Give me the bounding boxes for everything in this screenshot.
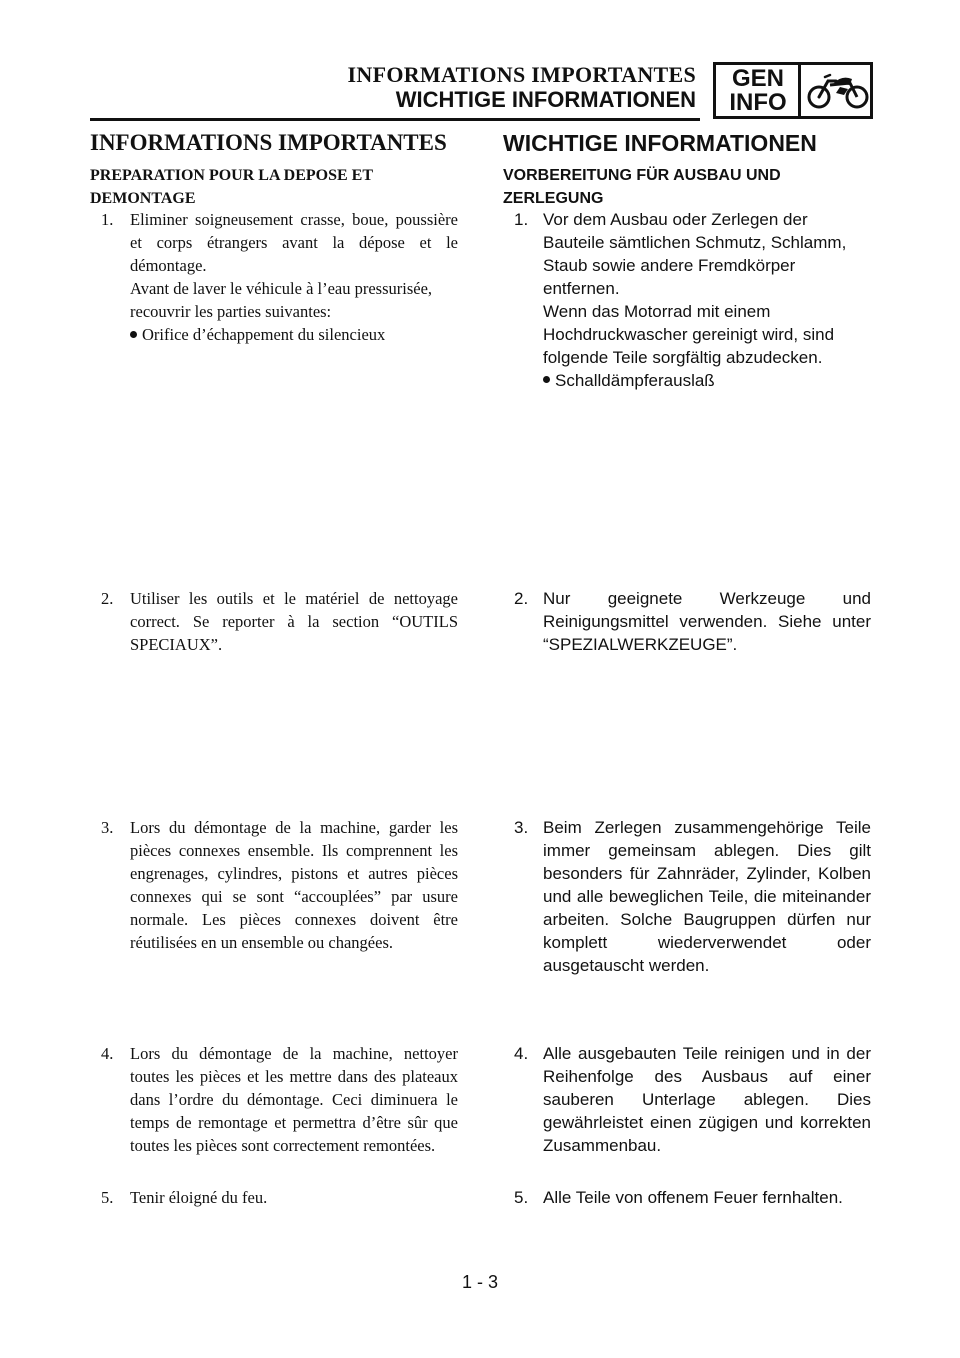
- list-item-de-4: [503, 1042, 871, 1157]
- motorcycle-icon: [806, 71, 870, 111]
- item-text: Utiliser les outils et le matériel de nettoyage correct. Se reporter à la section “OUTILS SPECIAUX”.: [130, 589, 458, 654]
- bullet-text: Orifice d’échappement du silencieux: [142, 325, 386, 344]
- list-item-de-2: [503, 587, 871, 656]
- item-number: 4.: [514, 1044, 529, 1063]
- list-item-de-5: [503, 1186, 871, 1209]
- header-rule: [90, 118, 700, 121]
- item-text: Nur geeignete Werkzeuge und Reinigungsmittel verwenden. Siehe unter “SPEZIALWERKZEUGE”.: [543, 589, 871, 654]
- bullet-dot-icon: [543, 376, 550, 383]
- gen-info-badge: [713, 62, 873, 119]
- item-text: Lors du démontage de la machine, nettoyer toutes les pièces et les mettre dans des plateaux dans l’ordre du démontage. Ceci diminuera le temps de remontage et permettra d’être sûr que toutes les pièces sont correctement remontées.: [130, 1044, 458, 1155]
- item-text: Beim Zerlegen zusammengehörige Teile immer gemeinsam ablegen. Dies gilt besonders für Zahnräder, Zylinder, Kolben und alle beweglichen Teile, die miteinander arbeiten. Solche Baugruppen dürfen nur komplett wiederverwendet oder ausgetauscht werden.: [543, 818, 871, 975]
- section-subtitle-fr: PREPARATION POUR LA DEPOSE ET DEMONTAGE: [90, 167, 373, 207]
- item-number: 3.: [514, 818, 529, 837]
- item-number: 1.: [101, 210, 114, 229]
- section-title-de: WICHTIGE INFORMATIONEN: [503, 130, 817, 156]
- list-item-fr-3: [90, 816, 458, 954]
- badge-info-label: INFO: [729, 89, 787, 116]
- item-text: Alle Teile von offenem Feuer fernhalten.: [543, 1188, 843, 1207]
- list-item-fr-4: [90, 1042, 458, 1157]
- item-text: Avant de laver le véhicule à l’eau pressurisée, recouvrir les parties suivantes:: [130, 279, 433, 321]
- item-number: 4.: [101, 1044, 114, 1063]
- item-text: Tenir éloigné du feu.: [130, 1188, 268, 1207]
- item-text: Eliminer soigneusement crasse, boue, poussière et corps étrangers avant la dépose et le démontage.: [130, 210, 458, 275]
- section-subtitle-de: VORBEREITUNG FÜR AUSBAU UND ZERLEGUNG: [503, 167, 781, 207]
- list-item-fr-1: [90, 208, 458, 346]
- item-number: 5.: [514, 1188, 529, 1207]
- badge-gen-label: GEN: [731, 65, 784, 92]
- bullet-dot-icon: [130, 331, 137, 338]
- item-number: 5.: [101, 1188, 114, 1207]
- list-item-fr-5: [90, 1186, 458, 1209]
- item-text: Alle ausgebauten Teile reinigen und in der Reihenfolge des Ausbaus auf einer sauberen Unterlage ablegen. Dies gewährleistet einen zügigen und korrekten Zusammenbau.: [543, 1044, 871, 1155]
- header-title-de: WICHTIGE INFORMATIONEN: [395, 87, 696, 112]
- item-number: 2.: [514, 589, 529, 608]
- item-number: 2.: [101, 589, 114, 608]
- item-text: Lors du démontage de la machine, garder les pièces connexes ensemble. Ils comprennent les engrenages, cylindres, pistons et autres pièces connexes qui se sont “accouplées” par usure normale. Les pièces connexes doivent être réutilisées en un ensemble ou changées.: [130, 818, 458, 952]
- list-item-de-1: [503, 208, 871, 392]
- section-title-fr: INFORMATIONS IMPORTANTES: [90, 130, 447, 155]
- french-column: [90, 128, 458, 1207]
- bullet-item: [543, 369, 871, 392]
- item-number: 1.: [514, 210, 529, 229]
- page-number: 1 - 3: [461, 1272, 499, 1292]
- item-number: 3.: [101, 818, 114, 837]
- list-item-de-3: [503, 816, 871, 977]
- list-item-fr-2: [90, 587, 458, 656]
- badge-divider: [798, 65, 801, 116]
- bullet-text: Schalldämpferauslaß: [555, 371, 715, 390]
- bullet-item: [130, 323, 458, 346]
- item-text: Wenn das Motorrad mit einem Hochdruckwascher gereinigt wird, sind folgende Teile sorgfältig abzudecken.: [543, 302, 835, 367]
- header-title-fr: INFORMATIONS IMPORTANTES: [347, 62, 696, 87]
- item-text: Vor dem Ausbau oder Zerlegen der Bauteile sämtlichen Schmutz, Schlamm, Staub sowie andere Fremdkörper entfernen.: [543, 210, 847, 298]
- german-column: [503, 128, 871, 1207]
